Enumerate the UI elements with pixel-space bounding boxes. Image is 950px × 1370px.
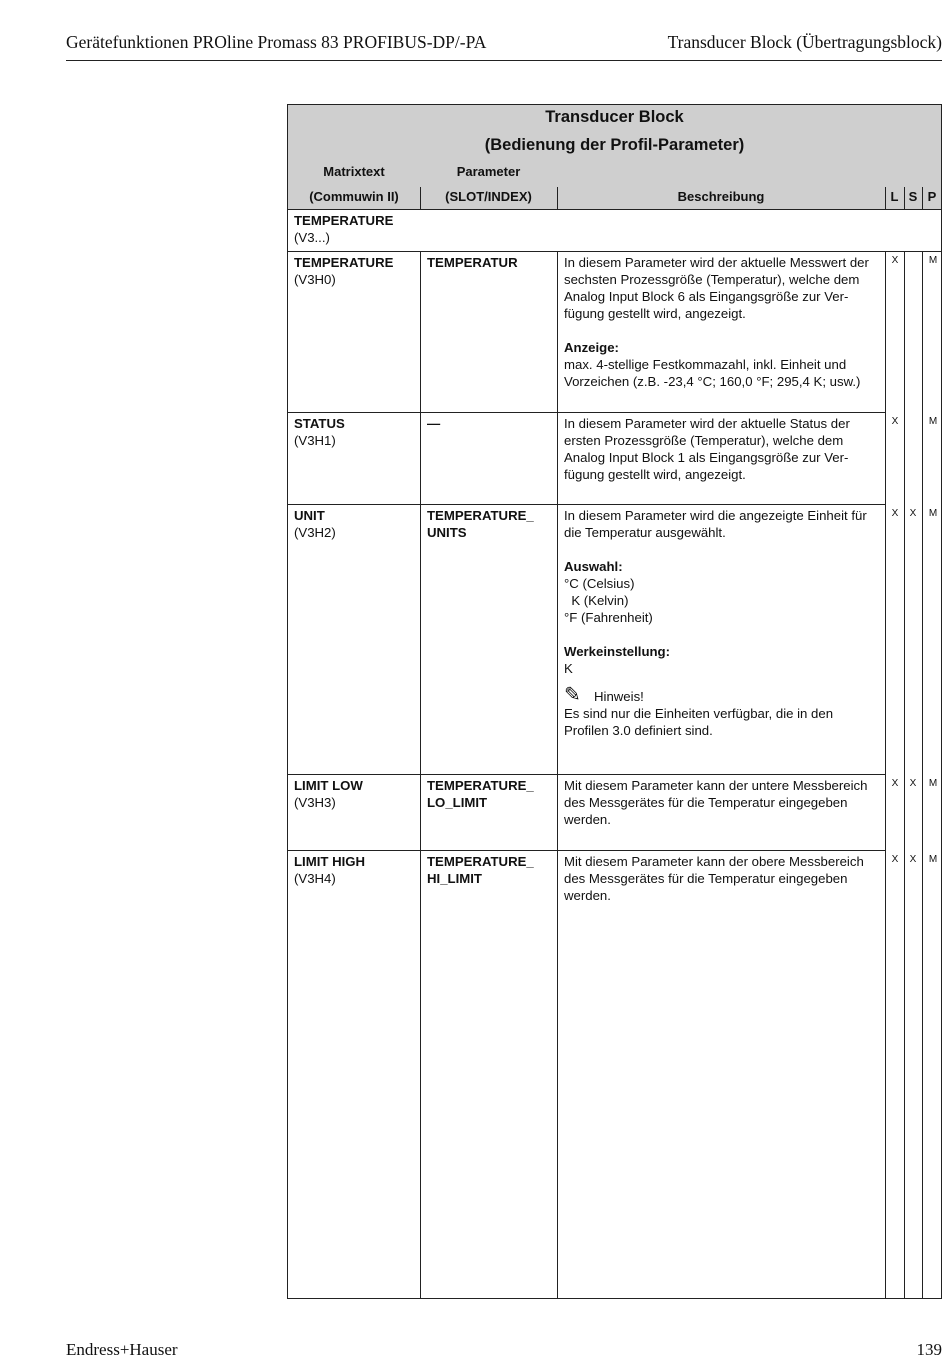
pencil-icon: ✎ (564, 684, 581, 706)
flag-l: X (891, 854, 899, 865)
page-number: 139 (916, 1340, 942, 1359)
row-code: (V3H2) (294, 525, 336, 540)
row-matrix: TEMPERATURE (294, 255, 394, 270)
flag-s: X (909, 854, 917, 865)
col-matrix-2: (Commuwin II) (309, 189, 399, 204)
group-name: TEMPERATURE (294, 213, 394, 228)
row-desc: In diesem Parameter wird der aktuelle Messwert der sechsten Prozessgröße (Temperatur), welche dem Analog Input Block 6 als Eingangsgröße zur Ver- fügung gestellt wird, angezeigt. Anzeige: max. 4-stellige Festkommazahl, inkl. Einheit und Vorzeichen (z.B. -23,4 °C; 160,0 °F; 295,4 K; usw.) (564, 255, 869, 389)
row-code: (V3H3) (294, 795, 336, 810)
row-matrix: LIMIT HIGH (294, 854, 366, 869)
row-matrix: UNIT (294, 508, 325, 523)
col-p: P (927, 189, 937, 204)
header-left: Gerätefunktionen PROline Promass 83 PROFIBUS-DP/-PA (66, 32, 487, 52)
page-header (66, 30, 942, 61)
col-matrix-1: Matrixtext (323, 164, 385, 179)
footer-brand: Endress+Hauser (66, 1340, 178, 1359)
row-matrix: STATUS (294, 416, 345, 431)
note-label: Hinweis! (594, 689, 644, 704)
flag-l: X (891, 416, 899, 427)
table-subtitle: (Bedienung der Profil-Parameter) (484, 136, 745, 154)
row-param: TEMPERATURE_ LO_LIMIT (427, 778, 534, 810)
flag-p: M (928, 508, 938, 519)
row-param: TEMPERATURE_ HI_LIMIT (427, 854, 534, 886)
header-right: Transducer Block (Übertragungsblock) (667, 32, 942, 52)
row-desc: In diesem Parameter wird der aktuelle Status der ersten Prozessgröße (Temperatur), welche dem Analog Input Block 1 als Eingangsgröße zur Ver- fügung gestellt wird, angezeigt. (564, 416, 850, 482)
note (564, 685, 884, 705)
row-param: TEMPERATURE_ UNITS (427, 508, 534, 540)
row-matrix: LIMIT LOW (294, 778, 363, 793)
col-param-2: (SLOT/INDEX) (445, 189, 532, 204)
flag-p: M (928, 255, 938, 266)
row-param: — (427, 416, 441, 431)
row-code: (V3H1) (294, 433, 336, 448)
table-header (288, 105, 941, 209)
row-desc: In diesem Parameter wird die angezeigte Einheit für die Temperatur ausgewählt. Auswahl: °C (Celsius) K (Kelvin) °F (Fahrenheit) Werkeinstellung: K ✎ Hinweis! Es sind nur die Einheiten verfügbar, die in den Profilen 3.0 definiert sind. (564, 507, 884, 739)
flag-l: X (891, 508, 899, 519)
col-l: L (890, 189, 899, 204)
row-code: (V3H0) (294, 272, 336, 287)
group-code: (V3...) (294, 230, 330, 245)
col-param-1: Parameter (456, 164, 521, 179)
col-desc: Beschreibung (677, 189, 765, 204)
transducer-table (287, 104, 942, 1299)
flag-s: X (909, 508, 917, 519)
flag-p: M (928, 854, 938, 865)
row-param: TEMPERATUR (427, 255, 518, 270)
row-code: (V3H4) (294, 871, 336, 886)
flag-s: X (909, 778, 917, 789)
flag-p: M (928, 778, 938, 789)
table-title: Transducer Block (545, 108, 684, 126)
flag-p: M (928, 416, 938, 427)
flag-l: X (891, 255, 899, 266)
row-desc: Mit diesem Parameter kann der untere Messbereich des Messgerätes für die Temperatur eingegeben werden. (564, 778, 868, 827)
col-s: S (908, 189, 918, 204)
row-desc: Mit diesem Parameter kann der obere Messbereich des Messgerätes für die Temperatur eingegeben werden. (564, 854, 864, 903)
flag-l: X (891, 778, 899, 789)
